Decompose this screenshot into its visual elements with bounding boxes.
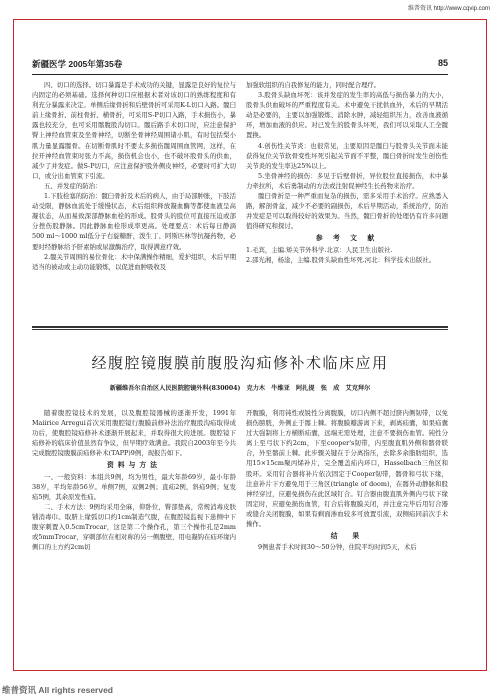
reference-item: 1.毛宾，主编.矫关节外科学.北京：人民卫生出版社. (246, 245, 393, 254)
article-separator (32, 326, 448, 328)
paragraph: 开腹膜，利用钝性或锐性分离腹膜，切口内侧不超过脐内侧韧带，以免损伤膀胱，外侧止于髂上棘。将腹膜瓣游离下来，剥离疝囊，如果疝囊过大强制将上方横断疝囊，远端无需处理，注意不要损伤血管。钝性分离上至弓状下约2cm，下至cooper's韧带，内至腹直肌外侧和髂骨联合，外至髂前上棘。此步骤关键在于分离指压，去除多余脂肪组织，选用15×15cm聚丙烯补片，完全覆盖疝内环口，Hasselbach三角区和股环。采用钉合器将补片依次固定于Cooper韧带，髂骨和弓状下缘，注意补片下方避免用于三角区(triangle of doom)，在髂外动静脉和股神经穿过，应避免损伤在此区域钉合。钉合器由腹直肌外侧内弓状下缘固定时，应避免损伤血管，钉合后将腹膜关闭，并注意完毕后用钉合器或缝合关闭腹膜，如果有剩面渗血较多可放置引流，双侧疝同前次手术操作。 (246, 409, 448, 529)
paragraph: 2.髋关节周围的易位骨化：术中保满操作精细，爱护组织，术后早期适当的被动或主动功能锻炼，以促进血肿吸收及 (32, 252, 236, 271)
section-heading: 结 果 (330, 532, 364, 541)
article-right-column (246, 408, 448, 666)
section-heading: 五、并发症的防治： (44, 181, 102, 190)
paragraph: 随着腹腔镜技术的发展，以及腹腔镜器械的逐渐开发，1991年Maiirice Arregui首次采用腹腔镜行腹膜前修补法治疗腹股沟疝取得成功后，使腹腔镜疝修补术逐渐开展起来，并取得很大的进展。腹腔镜下疝修补的临床价值虽然有争议，但早期疗效满意。我院自2003年至今共完成腹腔镜腹膜前疝修补术(TAPP)9例，现报告如下。 (32, 409, 236, 458)
paragraph: 髋臼骨折是一种严重而复杂的损伤，需多采用手术治疗。应熟悉入路，解剖骨盆，减少不必要的副损伤，术后早期活动，系统治疗，防治并发症是可以取得较好的效果为。当然，髋臼骨折的处理仍有许多问题值得研究和探讨。 (246, 192, 448, 231)
paragraph: 9例患者手术时间30～50分钟，住院平均时间5天，术后 (258, 543, 417, 552)
paragraph: 加强软组织的自我修复的能力，同时配合理疗。 (246, 81, 381, 89)
paragraph: 二、手术方法：9例均采用全麻，仰卧位，臀部垫高，常规消毒皮肤铺消毒巾。取脐上缘弧切口约1cm制造气腹，在腹腔镜监视下患侧中下腹穿刺置入0.5cmTrocar，这是第二个操作孔，第三个操作孔是2mm或5mmTrocar，穿刺部位在相对称的另一侧腹壁，用电凝钩在疝环缘内侧口的上方约2cm切 (32, 502, 236, 552)
article-separator-thin (32, 329, 448, 330)
paragraph: 一、一般资料：本组共9例，均为男性，最大年龄69岁，最小年龄38岁，平均年龄56岁。单侧7例，双侧2例；直疝2例，斜疝9例；复发疝5例，其余原发性疝。 (32, 472, 236, 501)
paragraph: 5.坐骨神经的损伤：多见于后壁骨折，异位股位直接损伤，术中暴力牵拉所，术后勇制动的方法或注射促神经生长药物来治疗。 (246, 171, 448, 190)
watermark: 维普资讯 All rights reserved (2, 685, 114, 695)
prev-article-left-column (32, 80, 236, 324)
page-number: 85 (437, 58, 448, 68)
journal-name: 新疆医学 2005年第35卷 (32, 59, 123, 69)
site-url[interactable]: 维普资讯 http://www.cqvip.com (407, 6, 490, 12)
running-header (32, 58, 448, 75)
prev-article-right-column (246, 80, 448, 324)
paragraph: 四、切口的选择。切口暴露是手术成功的关键，显露是良好的复位与内固定的必须基础。选择何种切口应根据术者对该切口的熟练程度和有利充分暴露来决定。单侧后缘骨折和后壁骨折可采用K-L切口入路。髋臼前上缘骨折、前柱骨折、横骨折，可采用S-P切口入路，手术损伤小，暴露也较充分，也可采用髂腹股沟切口。髋后路手术切口时，应注意保护臀上神经血管束及坐骨神经，切断坐骨神经周围诸小肌，有时包括梨小肌力量显露髋骨。在切断骨肌时不要太多损伤髋周围血管网，这样，在拉开神经血管束时张力不高，损伤机会也小，也不破坏股骨头的供血，减少了并发症。做S-P切口，应注意保护股外侧皮神经，必要时可扩大切口，或分出血管束下引流。 (32, 81, 236, 180)
article-authors: 新疆维吾尔自治区人民医院腔镜外科(830004) 克力木 牛维亚 阿扎提 张 成 艾克拜尔 (109, 385, 371, 392)
references-heading: 参 考 文 献 (315, 234, 379, 243)
paragraph: 3.股骨头缺血坏死：该并发症的发生率的高低与损伤暴力的大小，股骨头供血破坏的严重程度有关。术中避免干扰供血外，术后的早期活动是必要的，主要以加强锻炼、消除水肿，减轻组织压力，改善血液循环，增加血液的供应。对已发生的股骨头坏死，我们可以采取人工全髋置换。 (246, 91, 448, 140)
article-left-column (32, 408, 236, 666)
article-title: 经腹腔镜腹膜前腹股沟疝修补术临床应用 (91, 354, 389, 372)
paragraph: 4.创伤性关节炎：也很常见，主要原因是髋臼与股骨头关节面未能获得复位关节软骨变性坏死引起关节面不平整，髋臼骨折时发生创伤性关节炎的发生率达25%以上。 (246, 141, 448, 170)
reference-item: 2.邵光湘，杨淦，主编.股骨头缺血性坏死.河北：科学技术出版社。 (246, 255, 436, 264)
section-heading: 资料与方法 (107, 461, 161, 470)
paragraph: 1.下肢栓塞的防治：髋臼骨折及术后的病人，由于局部肿胀，下肢活动受限，静脉血流处于缓慢状态，术后组织释放凝血酶等都使血液呈高凝状态，从而易致深部静脉血栓的形成。股骨头的股位可直接压迫或部分挫伤股静脉。因此静脉血栓形成率更高。处理要点：术后每日静滴 500 ml～1000 ml低分子右旋糖酐，泼生丁、阿斯匹林等抗凝药物，必要时经静脉给予肝素钠或尿激酶治疗，取得满意疗效。 (32, 192, 236, 251)
